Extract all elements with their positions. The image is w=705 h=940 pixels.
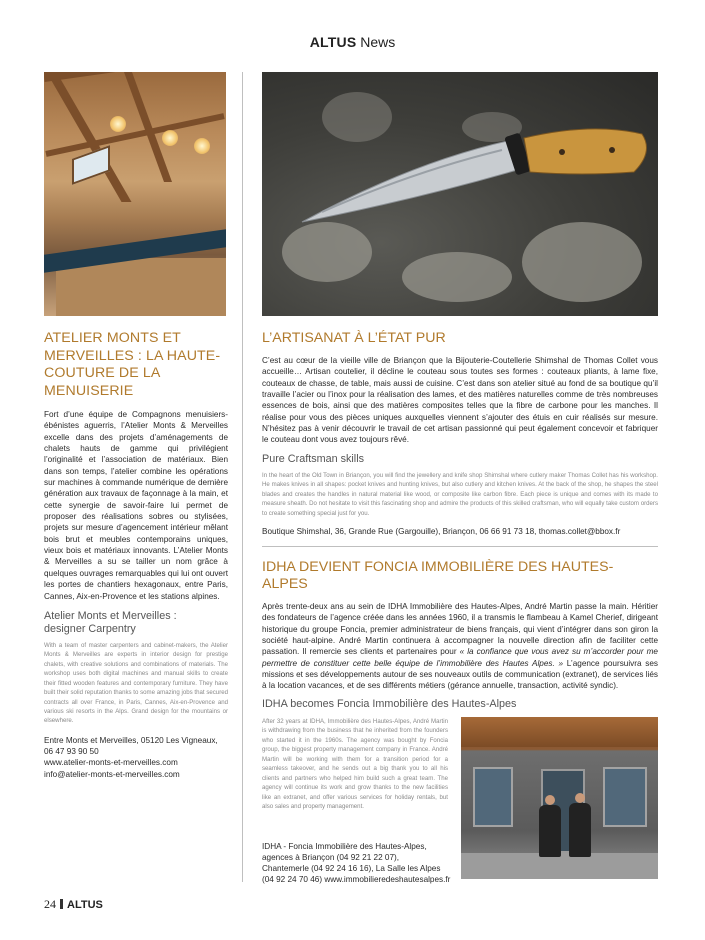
- right-column: [262, 72, 658, 887]
- contact-line: Chantemerle (04 92 24 16 16), La Salle les Alpes: [262, 863, 441, 873]
- page-header: [0, 34, 705, 50]
- knife-title: L’ARTISANAT À L’ÉTAT PUR: [262, 330, 446, 346]
- agency-handshake-photo: [461, 717, 658, 879]
- idha-body-text: [262, 601, 658, 692]
- contact-line: agences à Briançon (04 92 21 22 07),: [262, 852, 400, 862]
- footer-brand: ALTUS: [67, 899, 103, 911]
- section-name: News: [360, 34, 396, 50]
- atelier-interior-photo: [44, 72, 226, 316]
- idha-bottom-row: [262, 717, 658, 887]
- idha-text-part: Après trente-deux ans au sein de IDHA Immobilière des Hautes-Alpes, André Martin passe la main. Héritier des fondateurs de l’agence créée dans les années 1960, il a transmis le flambeau à Kamel Cherief, dirigeant historique du groupe Foncia, premier administrateur de biens français, qui vient d’intégrer dans son giron la société haut-alpine. André Martin continuera à accompagner la nouvelle direction afin de faciliter cette passation. Il remercie ses clients et partenaires pour: [262, 602, 658, 657]
- footer-bar: [60, 899, 63, 909]
- magazine-brand: ALTUS: [309, 34, 357, 50]
- knife-icon: [262, 72, 658, 316]
- knife-address: Boutique Shimshal, 36, Grande Rue (Gargouille), Briançon, 06 66 91 73 18, thomas.collet@bbox.fr: [262, 527, 621, 537]
- idha-contact: [262, 841, 462, 885]
- atelier-body-text: Fort d’une équipe de Compagnons menuisiers-ébénistes aguerris, l’Atelier Monts & Merveilles excelle dans des projets d’aménagements de chalets hauts de gamme qui privilégient l’originalité et l’association de matériaux. Bien dans son temps, l’atelier combine les opérations sur machines à commande numérique de dernière génération aux travaux de façonnage à la main, et cette synergie de savoir-faire lui permet de proposer des réalisations sobres ou stylisées, projets sur mesure d’agencement intérieur mêlant bois brut et meubles contemporains uniques, vieux bois et matériaux innovants. L’Atelier Monts & Merveilles a su se tailler un nom grâce à quelques ouvrages remarquables qui lui ont ouvert les portes de chantiers hexagonaux, entre Paris, Cannes, Aix-en-Provence et les stations alpines.: [44, 410, 228, 601]
- idha-text-part: L’agence poursuivra ses missions et ses développements autour de ses nouveaux outils de communication (extranet), de services liés à la location vacances, et de ses différents métiers (gérance annuelle, transaction, activité syndic).: [262, 658, 659, 691]
- page-footer: [44, 897, 103, 912]
- left-column: [44, 72, 228, 780]
- idha-english-text: After 32 years at IDHA, Immobilière des Hautes-Alpes, André Martin is withdrawing from the business that he inherited from the founders who started it in the 1960s. The agency was bought by Foncia group, the biggest property management company in France. André Martin will be working with them for a transition period for a seamless takeover, and he sends out a big thank you to all his clients and partners who helped him build such a great team. The agency will continue its work and grow thanks to the new facilities like an extranet, and offer various services for holiday rentals, but also sales and property management.: [262, 717, 448, 811]
- contact-email: info@atelier-monts-et-merveilles.com: [44, 769, 180, 779]
- section-divider: [262, 546, 658, 547]
- knife-body-text: C’est au cœur de la vieille ville de Briançon que la Bijouterie-Coutellerie Shimshal de Thomas Collet vous accueille… Artisan coutelier, il décline le couteau sous toutes ses formes : couteaux pliants, à lame fixe, couteaux de chasse, de table, mais aussi de cuisine. C’est dans son atelier situé au fond de sa boutique qu’il travaille l’acier ou l’inox pour la réalisation des lames, et des matières naturelles comme de très nombreuses essences de bois, ainsi que des matières composites telles que la fibre de carbone pour les manches. Il réalise pour vous des pièces uniques auxquelles viennent s’ajouter des étuis en cuir réalisés sur mesure. N’hésitez pas à venir découvrir le travail de cet artisan passionné qui peut également concevoir et fabriquer le couteau dont vous avez toujours rêvé.: [262, 356, 658, 445]
- contact-line: Entre Monts et Merveilles, 05120 Les Vigneaux,: [44, 735, 218, 745]
- idha-english-subtitle: IDHA becomes Foncia Immobilière des Hautes-Alpes: [262, 697, 517, 710]
- atelier-subtitle-line: Atelier Monts et Merveilles :: [44, 609, 177, 622]
- knife-on-lichen-rock-photo: [262, 72, 658, 316]
- atelier-title: ATELIER MONTS ET MERVEILLES : LA HAUTE-COUTURE DE LA MENUISERIE: [44, 330, 221, 399]
- atelier-contact: [44, 735, 228, 780]
- contact-line: IDHA - Foncia Immobilière des Hautes-Alpes,: [262, 841, 427, 851]
- knife-english-text: In the heart of the Old Town in Briançon, you will find the jewellery and knife shop Shimshal where cutlery maker Thomas Collet has his workshop. He makes knives in all shapes: pocket knives and hunting knives, but also cutlery and kitchen knives. At the back of the shop, he shapes the steel blades and creates the handles in natural material like wood, or composite like carbon fibre. Each piece is unique and comes with its made to measure sheath. Do not hesitate to visit this fascinating shop and admire the products of this skilled craftsman, who will equally take custom orders to create something special just for you.: [262, 471, 658, 517]
- idha-quote: « la confiance que vous avez su m’accorder pour me permettre de constituer cette belle équipe de l’immobilière des Hautes Alpes. »: [262, 647, 658, 668]
- column-divider: [242, 72, 243, 882]
- contact-line: (04 92 24 70 46) www.immobilieredeshautesalpes.fr: [262, 874, 451, 884]
- idha-title: IDHA DEVIENT FONCIA IMMOBILIÈRE DES HAUTES-ALPES: [262, 559, 614, 593]
- atelier-subtitle-line: designer Carpentry: [44, 622, 136, 635]
- contact-phone: 06 47 93 90 50: [44, 747, 99, 757]
- knife-english-subtitle: Pure Craftsman skills: [262, 452, 364, 465]
- atelier-english-text: With a team of master carpenters and cabinet-makers, the Atelier Monts & Merveilles are experts in interior design for prestige chalets, with creative solutions and combinations of materials. The workshop uses both digital machines and manual skills to create their fitted wooden features and contemporary furniture. They have built their solid reputation thanks to some amazing jobs that secured contracts all over France, in Paris, Cannes, Aix-en-Provence and various ski resorts in the Alps. Grand design for the mountains or elsewhere.: [44, 641, 228, 725]
- page-number: 24: [44, 897, 56, 911]
- contact-website: www.atelier-monts-et-merveilles.com: [44, 758, 178, 768]
- atelier-english-subtitle: [44, 610, 228, 636]
